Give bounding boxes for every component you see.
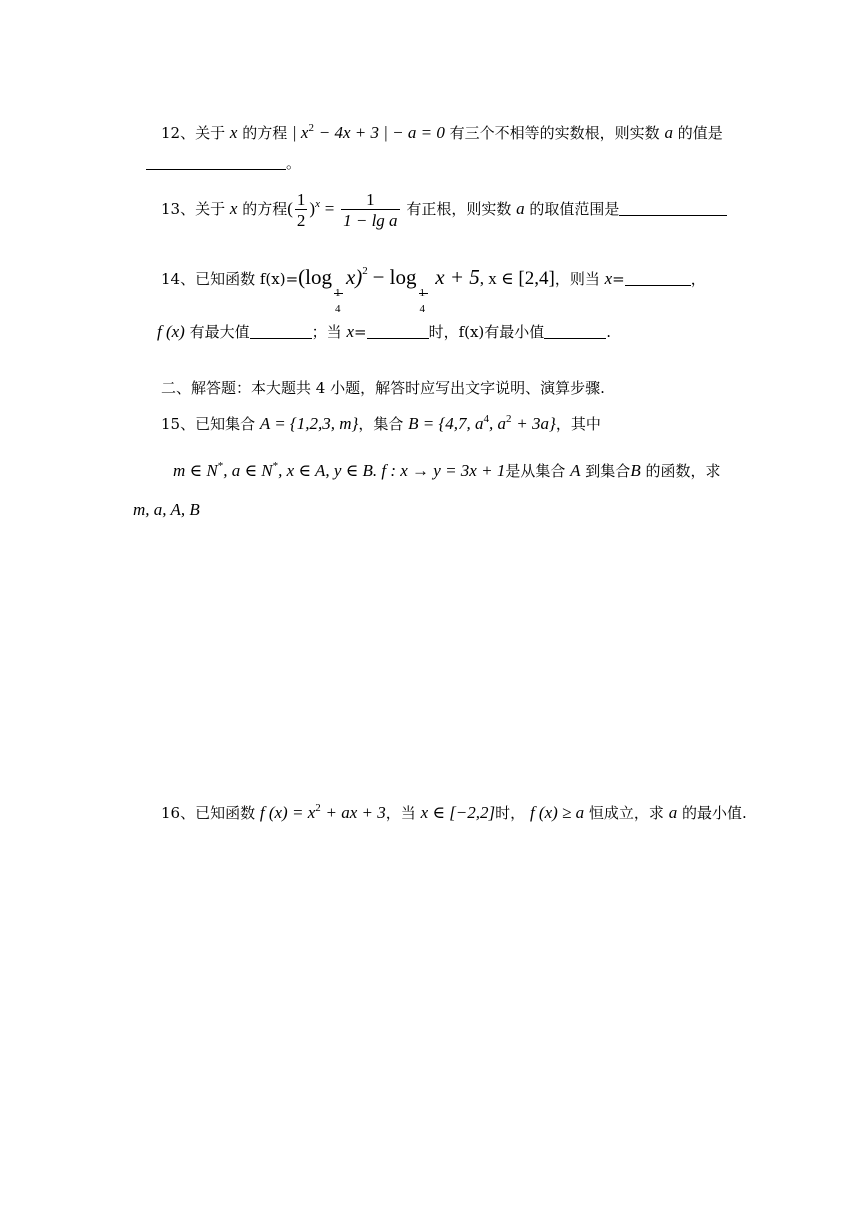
q12-eq-2: − 4x + 3 | − a = 0 bbox=[318, 123, 445, 142]
q16-text-d: 的最小值. bbox=[681, 804, 747, 822]
q14-sup2: 2 bbox=[362, 265, 368, 277]
q15-sup4: 4 bbox=[483, 413, 490, 425]
q15-set-b-3: + 3a} bbox=[516, 414, 556, 433]
q13-half-num: 1 bbox=[296, 189, 306, 209]
q14-text-c: 有最大值 bbox=[189, 323, 250, 341]
q15-cond-2: , a ∈ N bbox=[223, 461, 273, 480]
q14-blank-1 bbox=[625, 270, 691, 286]
q14-label: 14、已知函数 f(x)= bbox=[161, 270, 299, 288]
section-2-text: 二、解答题：本大题共 4 小题，解答时应写出文字说明、演算步骤. bbox=[161, 379, 605, 397]
q12-text-a: 的方程 bbox=[242, 124, 288, 142]
q14-text-e: = bbox=[353, 323, 367, 341]
q14-log2-base-num: 1 bbox=[419, 287, 426, 299]
q13-eq: = bbox=[324, 199, 335, 218]
q16-fx-1: f (x) = x bbox=[259, 803, 316, 822]
q14-minus-log: − log bbox=[372, 265, 417, 289]
q15-var-b-set: B bbox=[630, 461, 641, 480]
question-15-line-3 bbox=[133, 500, 200, 520]
q13-text-a: 的方程 bbox=[242, 200, 288, 218]
q14-log1-base-den: 4 bbox=[334, 303, 341, 315]
q14-log1-base-num: 1 bbox=[334, 287, 341, 299]
q15-set-b-1: B = {4,7, a bbox=[408, 414, 484, 433]
q15-text-d: 到集合 bbox=[585, 462, 631, 480]
section-2-heading bbox=[161, 378, 605, 398]
q14-fx: f (x) bbox=[157, 322, 185, 341]
q15-cond-1: m ∈ N bbox=[173, 461, 218, 480]
q13-text-c: 的取值范围是 bbox=[529, 200, 620, 218]
q14-rest: x + 5 bbox=[435, 265, 480, 289]
q14-log1-base-bar bbox=[334, 293, 343, 294]
q13-rhs-num: 1 bbox=[341, 190, 399, 210]
q14-log1-open: (log bbox=[298, 265, 332, 289]
q15-label: 15、已知集合 bbox=[161, 415, 256, 433]
q12-label: 12、关于 bbox=[161, 124, 226, 142]
q14-log2-base bbox=[417, 282, 431, 315]
q14-blank-3 bbox=[367, 323, 429, 339]
q13-rhs-den: 1 − lg a bbox=[343, 210, 398, 230]
q14-period: . bbox=[606, 323, 612, 341]
q14-text-f: 时，f(x)有最小值 bbox=[428, 323, 545, 341]
q15-cond-3: , x ∈ A, y ∈ B. f : x → y = 3x + 1 bbox=[278, 461, 506, 480]
q15-var-a-set: A bbox=[570, 461, 581, 480]
q15-star1: * bbox=[217, 460, 224, 472]
q15-set-b-2: , a bbox=[489, 414, 507, 433]
q15-star2: * bbox=[272, 460, 279, 472]
q16-fx-2: + ax + 3 bbox=[325, 803, 386, 822]
q16-sup2: 2 bbox=[315, 802, 321, 814]
q13-text-b: 有正根，则实数 bbox=[406, 200, 512, 218]
q13-paren-close: ) bbox=[309, 199, 316, 218]
q16-text-c: 恒成立，求 bbox=[588, 804, 664, 822]
q12-end: 。 bbox=[286, 154, 302, 172]
q14-blank-4 bbox=[544, 323, 606, 339]
q13-half-den: 2 bbox=[296, 210, 306, 230]
q12-var-a: a bbox=[664, 123, 673, 142]
q14-text-a: ，则当 bbox=[554, 270, 600, 288]
q13-paren-open: ( bbox=[287, 199, 293, 218]
question-14-line-2 bbox=[157, 322, 611, 342]
q15-sup2: 2 bbox=[506, 413, 512, 425]
q13-answer-blank bbox=[619, 200, 727, 216]
q12-answer-blank bbox=[146, 154, 286, 170]
q14-log2-base-bar bbox=[419, 293, 428, 294]
question-13 bbox=[161, 182, 727, 231]
q15-ask: m, a, A, B bbox=[133, 500, 200, 519]
q14-var-x: x bbox=[604, 269, 613, 288]
question-15 bbox=[161, 409, 601, 434]
q14-comma-x: , x ∈ bbox=[479, 269, 514, 288]
q15-text-e: 的函数，求 bbox=[645, 462, 721, 480]
q14-text-d: ；当 bbox=[311, 323, 342, 341]
q12-text-b: 有三个不相等的实数根，则实数 bbox=[449, 124, 660, 142]
q16-var-a: a bbox=[668, 803, 678, 822]
q14-log1-base bbox=[332, 282, 346, 315]
q12-sup2: 2 bbox=[308, 122, 314, 134]
q13-half-fraction bbox=[295, 190, 308, 231]
q13-sup-x: x bbox=[315, 198, 320, 210]
q15-text-b: ，其中 bbox=[555, 415, 601, 433]
question-14 bbox=[161, 257, 706, 315]
q13-var-a: a bbox=[516, 199, 525, 218]
q16-ineq: f (x) ≥ a bbox=[529, 803, 585, 822]
q14-log2-base-den: 4 bbox=[419, 303, 426, 315]
q13-label: 13、关于 bbox=[161, 200, 226, 218]
q16-label: 16、已知函数 bbox=[161, 804, 256, 822]
q14-var-x2: x bbox=[346, 322, 354, 341]
q12-eq-1: | x bbox=[292, 123, 309, 142]
q16-text-a: ，当 bbox=[385, 804, 416, 822]
q15-text-a: ，集合 bbox=[358, 415, 404, 433]
q13-rhs-fraction bbox=[341, 190, 399, 231]
question-12-answer-line bbox=[146, 153, 301, 173]
question-16 bbox=[161, 798, 747, 823]
q12-text-c: 的值是 bbox=[677, 124, 723, 142]
q16-cond: x ∈ [−2,2] bbox=[420, 803, 496, 822]
q12-var-x: x bbox=[229, 123, 238, 142]
q14-text-b: = bbox=[612, 270, 625, 288]
q14-blank-2 bbox=[250, 323, 312, 339]
q15-text-c: 是从集合 bbox=[505, 462, 566, 480]
q14-comma-end: ， bbox=[690, 270, 706, 288]
q13-var-x: x bbox=[229, 199, 238, 218]
question-12 bbox=[161, 118, 723, 143]
q14-log1-x: x) bbox=[345, 265, 363, 289]
q16-text-b: 时， bbox=[495, 804, 526, 822]
question-15-line-2 bbox=[173, 456, 721, 481]
q14-interval: [2,4] bbox=[518, 268, 555, 289]
q15-set-a: A = {1,2,3, m} bbox=[259, 414, 359, 433]
